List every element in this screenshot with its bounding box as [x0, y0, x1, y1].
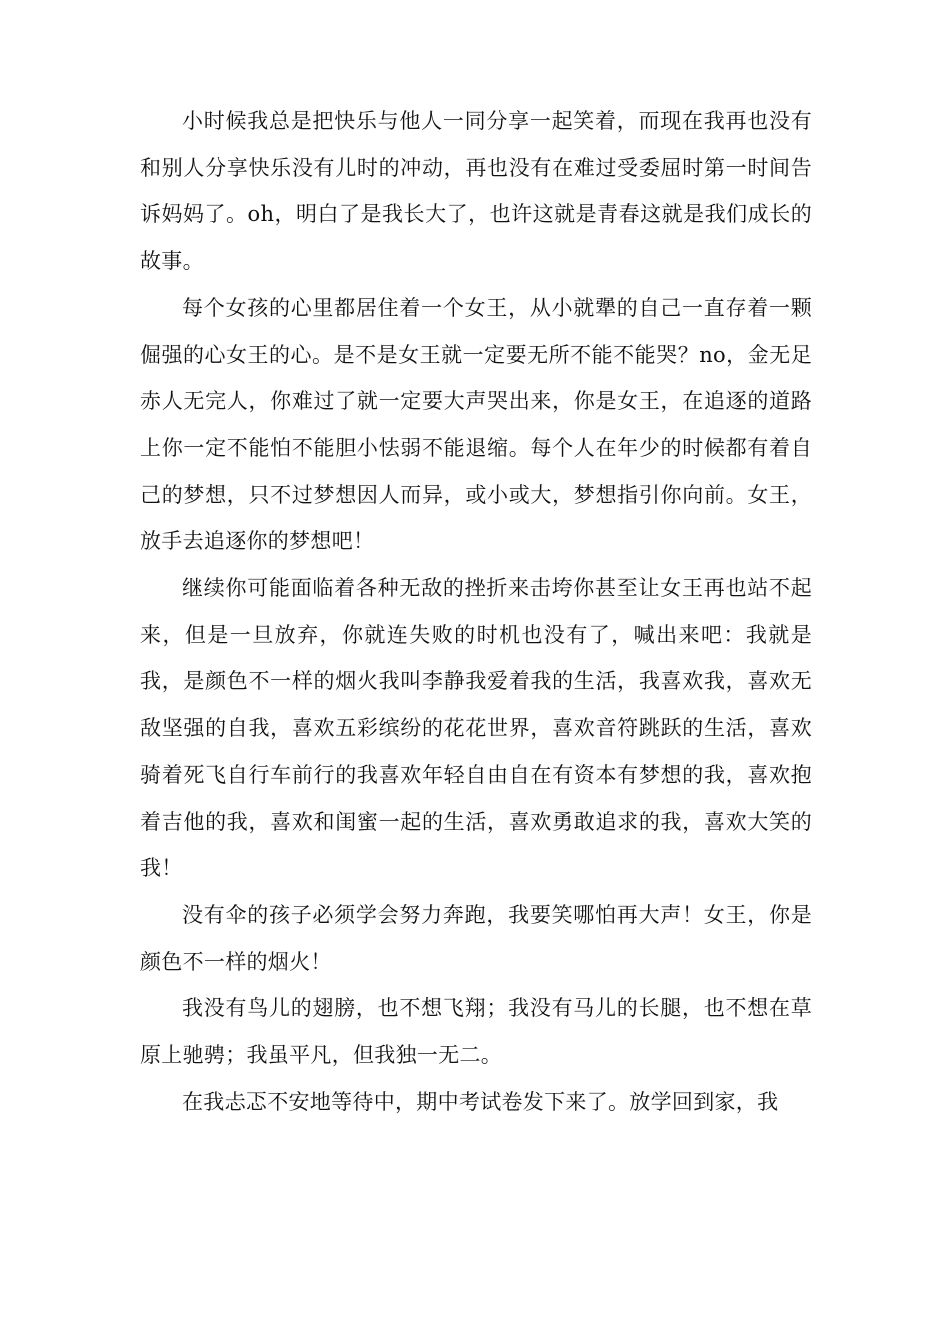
paragraph-3: 继续你可能面临着各种无敌的挫折来击垮你甚至让女王再也站不起来，但是一旦放弃，你就连失败的时机也没有了，喊出来吧：我就是我，是颜色不一样的烟火我叫李静我爱着我的生活，我喜欢我，喜欢无敌坚强的自我，喜欢五彩缤纷的花花世界，喜欢音符跳跃的生活，喜欢骑着死飞自行车前行的我喜欢年轻自由自在有资本有梦想的我，喜欢抱着吉他的我，喜欢和闺蜜一起的生活，喜欢勇敢追求的我，喜欢大笑的我！	[140, 576, 812, 881]
paragraph-6: 在我忐忑不安地等待中，期中考试卷发下来了。放学回到家，我	[182, 1089, 779, 1114]
paragraph-1: 小时候我总是把快乐与他人一同分享一起笑着，而现在我再也没有和别人分享快乐没有儿时的冲动，再也没有在难过受委屈时第一时间告诉妈妈了。oh，明白了是我长大了，也许这就是青春这就是我们成长的故事。	[140, 109, 812, 274]
paragraph-2: 每个女孩的心里都居住着一个女王，从小就犟的自己一直存着一颗倔强的心女王的心。是不是女王就一定要无所不能不能哭？no，金无足赤人无完人，你难过了就一定要大声哭出来，你是女王，在追逐的道路上你一定不能怕不能胆小怯弱不能退缩。每个人在年少的时候都有着自己的梦想，只不过梦想因人而异，或小或大，梦想指引你向前。女王，放手去追逐你的梦想吧！	[140, 295, 812, 554]
paragraph-5: 我没有鸟儿的翅膀，也不想飞翔；我没有马儿的长腿，也不想在草原上驰骋；我虽平凡，但我独一无二。	[140, 996, 812, 1068]
paragraph-4: 没有伞的孩子必须学会努力奔跑，我要笑哪怕再大声！女王，你是颜色不一样的烟火！	[140, 902, 812, 974]
document-body	[140, 98, 812, 1125]
